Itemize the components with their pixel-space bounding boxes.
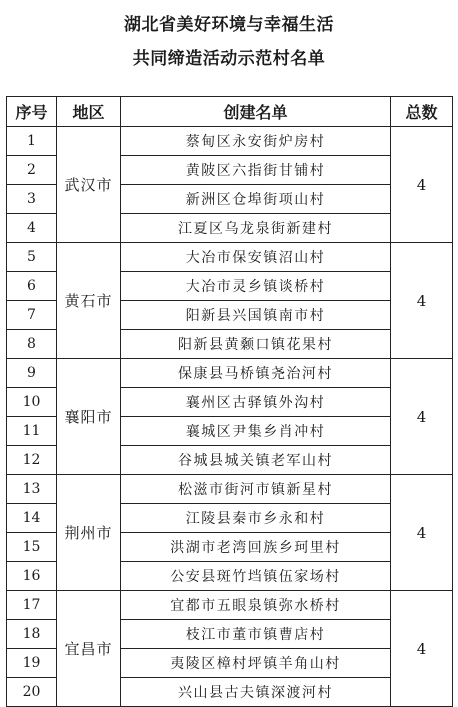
row-index: 3 [7,185,57,214]
village-name: 枝江市董市镇曹店村 [121,620,391,649]
row-index: 19 [7,649,57,678]
village-name: 大冶市灵乡镇谈桥村 [121,272,391,301]
row-index: 9 [7,359,57,388]
village-name: 黄陂区六指街甘铺村 [121,156,391,185]
total-cell: 4 [391,127,453,243]
row-index: 4 [7,214,57,243]
row-index: 6 [7,272,57,301]
row-index: 20 [7,678,57,707]
header-region: 地区 [57,97,121,127]
village-name: 襄州区古驿镇外沟村 [121,388,391,417]
village-name: 蔡甸区永安街炉房村 [121,127,391,156]
header-row [7,97,453,127]
demo-village-table [6,96,453,707]
row-index: 12 [7,446,57,475]
region-cell: 武汉市 [57,127,121,243]
header-name: 创建名单 [121,97,391,127]
total-cell: 4 [391,591,453,707]
region-cell: 黄石市 [57,243,121,359]
village-name: 江夏区乌龙泉街新建村 [121,214,391,243]
document-title-line-2: 共同缔造活动示范村名单 [132,49,326,69]
village-name: 松滋市街河市镇新星村 [121,475,391,504]
village-name: 新洲区仓埠街项山村 [121,185,391,214]
row-index: 10 [7,388,57,417]
row-index: 18 [7,620,57,649]
village-name: 宜都市五眼泉镇弥水桥村 [121,591,391,620]
village-name: 夷陵区樟村坪镇羊角山村 [121,649,391,678]
village-name: 阳新县兴国镇南市村 [121,301,391,330]
row-index: 5 [7,243,57,272]
village-name: 阳新县黄颡口镇花果村 [121,330,391,359]
region-cell: 宜昌市 [57,591,121,707]
table-row [7,359,453,388]
row-index: 17 [7,591,57,620]
row-index: 11 [7,417,57,446]
village-name: 江陵县秦市乡永和村 [121,504,391,533]
region-cell: 襄阳市 [57,359,121,475]
row-index: 2 [7,156,57,185]
village-name: 襄城区尹集乡肖冲村 [121,417,391,446]
row-index: 7 [7,301,57,330]
row-index: 15 [7,533,57,562]
row-index: 13 [7,475,57,504]
row-index: 8 [7,330,57,359]
village-name: 公安县斑竹垱镇伍家场村 [121,562,391,591]
row-index: 16 [7,562,57,591]
table-row [7,243,453,272]
table-row [7,591,453,620]
total-cell: 4 [391,475,453,591]
table-row [7,475,453,504]
total-cell: 4 [391,243,453,359]
document-title-line-1: 湖北省美好环境与幸福生活 [124,15,334,35]
region-cell: 荆州市 [57,475,121,591]
village-name: 洪湖市老湾回族乡珂里村 [121,533,391,562]
header-index: 序号 [7,97,57,127]
village-name: 保康县马桥镇尧治河村 [121,359,391,388]
village-name: 谷城县城关镇老军山村 [121,446,391,475]
village-name: 兴山县古夫镇深渡河村 [121,678,391,707]
total-cell: 4 [391,359,453,475]
village-name: 大冶市保安镇沼山村 [121,243,391,272]
header-total: 总数 [391,97,453,127]
table-row [7,127,453,156]
row-index: 14 [7,504,57,533]
row-index: 1 [7,127,57,156]
